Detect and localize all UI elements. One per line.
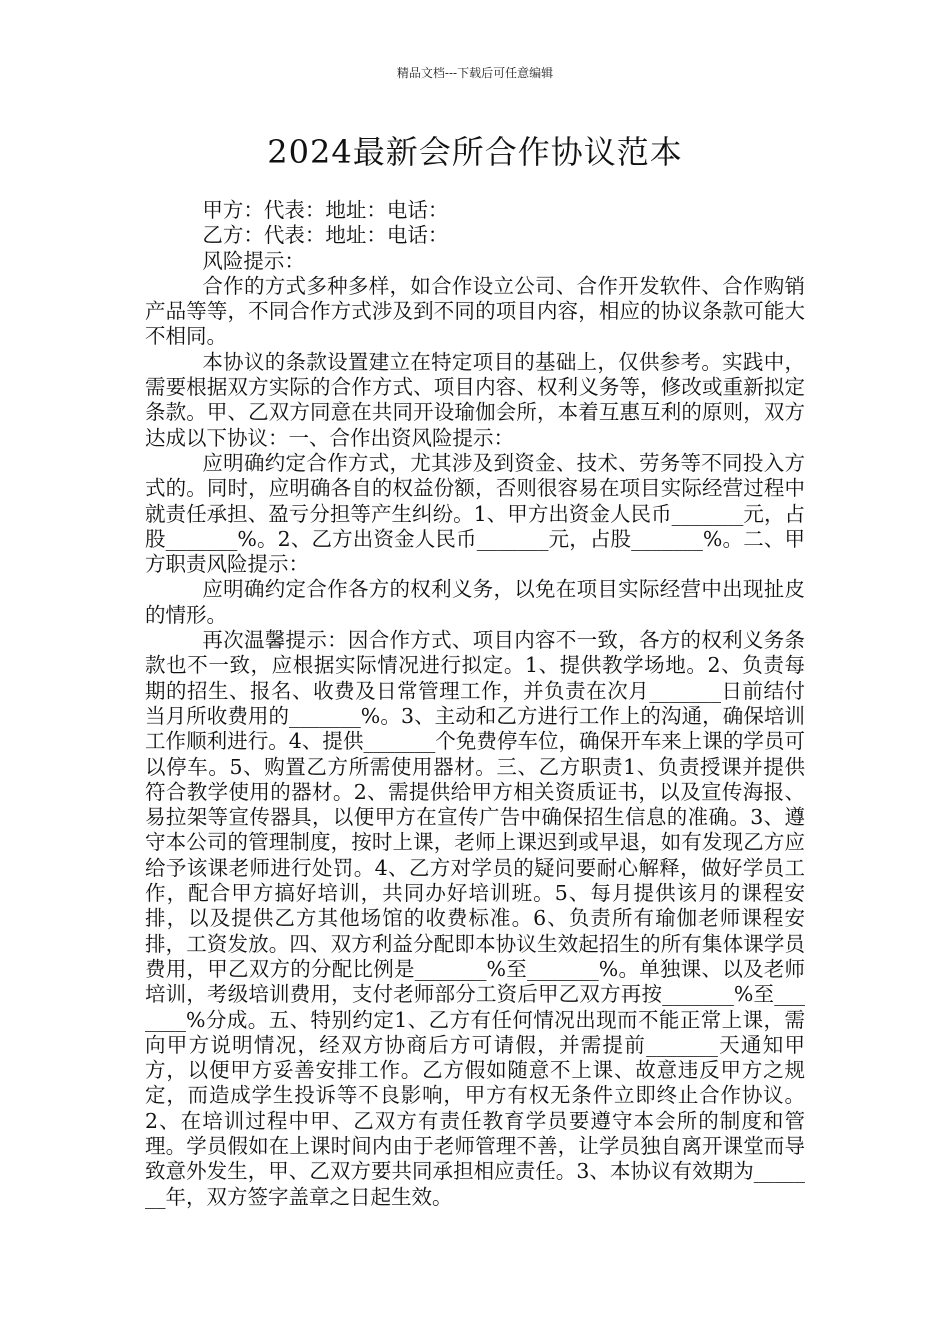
paragraph-agreement-basis: 本协议的条款设置建立在特定项目的基础上，仅供参考。实践中，需要根据双方实际的合作方式、项目内容、权利义务等，修改或重新拟定条款。甲、乙双方同意在共同开设瑜伽会所，本着互惠互利的原则，双方达成以下协议：一、合作出资风险提示： — [145, 349, 805, 450]
paragraph-party-a: 甲方：代表：地址：电话： — [202, 198, 449, 222]
paragraph-risk-heading: 风险提示： — [202, 248, 305, 273]
document-title: 2024最新会所合作协议范本 — [267, 133, 683, 171]
paragraph-terms: 再次温馨提示：因合作方式、项目内容不一致，各方的权利义务条款也不一致，应根据实际情况进行拟定。1、提供教学场地。2、负责每期的招生、报名、收费及日常管理工作，并负责在次月_______日前结付当月所收费用的_______%。3、主动和乙方进行工作上的沟通，确保培训工作顺利进行。4、提供_______个免费停车位，确保开车来上课的学员可以停车。5、购置乙方所需使用器材。三、乙方职责1、负责授课并提供符合教学使用的器材。2、需提供给甲方相关资质证书，以及宣传海报、易拉架等宣传器具，以便甲方在宣传广告中确保招生信息的准确。3、遵守本公司的管理制度，按时上课，老师上课迟到或早退，如有发现乙方应给予该课老师进行处罚。4、乙方对学员的疑问要耐心解释，做好学员工作，配合甲方搞好培训，共同办好培训班。5、每月提供该月的课程安排，以及提供乙方其他场馆的收费标准。6、负责所有瑜伽老师课程安排，工资发放。四、双方利益分配即本协议生效起招生的所有集体课学员费用，甲乙双方的分配比例是_______%至_______%。单独课、以及老师培训，考级培训费用，支付老师部分工资后甲乙双方再按_______%至_______%分成。五、特别约定1、乙方有任何情况出现而不能正常上课，需向甲方说明情况，经双方协商后方可请假，并需提前_______天通知甲方，以便甲方妥善安排工作。乙方假如随意不上课、故意违反甲方之规定，而造成学生投诉等不良影响，甲方有权无条件立即终止合作协议。2、在培训过程中甲、乙双方有责任教育学员要遵守本会所的制度和管理。学员假如在上课时间内由于老师管理不善，让学员独自离开课堂而导致意外发生，甲、乙双方要共同承担相应责任。3、本协议有效期为_______年，双方签字盖章之日起生效。 — [145, 628, 805, 1209]
page-header: 精品文档---下载后可任意编辑 — [396, 66, 554, 80]
paragraph-duties-note: 应明确约定合作各方的权利义务，以免在项目实际经营中出现扯皮的情形。 — [145, 577, 805, 627]
paragraph-investment: 应明确约定合作方式，尤其涉及到资金、技术、劳务等不同投入方式的。同时，应明确各自的权益份额，否则很容易在项目实际经营过程中就责任承担、盈亏分担等产生纠纷。1、甲方出资金人民币_______元，占股_______%。2、乙方出资金人民币_______元，占股_______%。二、甲方职责风险提示： — [145, 450, 805, 577]
paragraph-party-b: 乙方：代表：地址：电话： — [202, 223, 449, 248]
document-body — [145, 198, 805, 1210]
paragraph-cooperation-methods: 合作的方式多种多样，如合作设立公司、合作开发软件、合作购销产品等等，不同合作方式涉及到不同的项目内容，相应的协议条款可能大不相同。 — [145, 273, 805, 349]
